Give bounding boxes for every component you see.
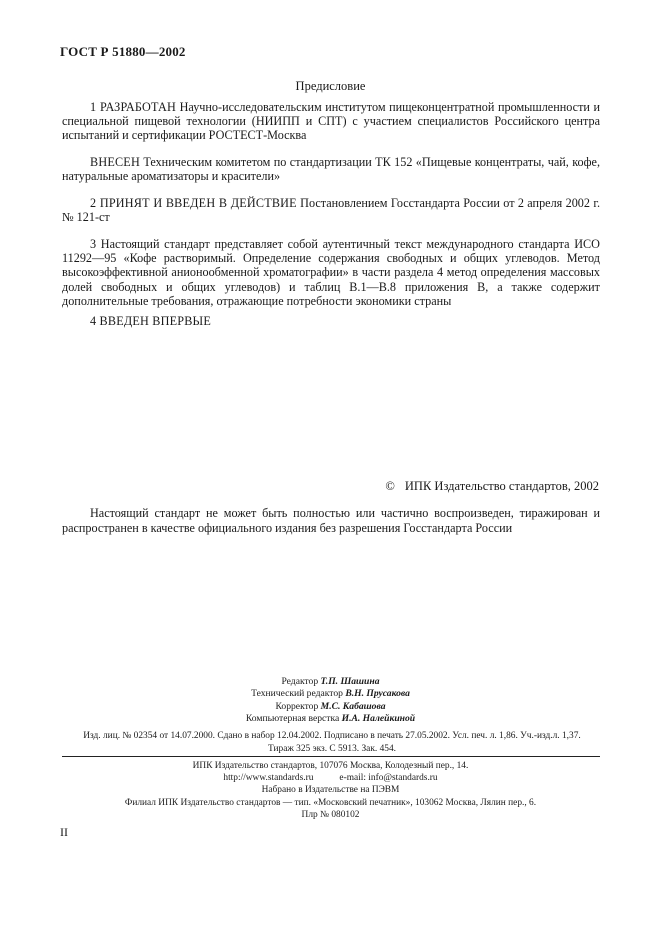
publisher-email: e-mail: info@standards.ru xyxy=(339,773,438,784)
reproduction-notice: Настоящий стандарт не может быть полностью или частично воспроизведен, тиражирован и распространен в качестве официального издания без разрешения Госстандарта России xyxy=(62,506,600,535)
credit-name: Т.П. Шашина xyxy=(320,676,380,687)
credit-role: Корректор xyxy=(275,700,321,712)
credit-role: Редактор xyxy=(281,676,321,687)
divider xyxy=(62,756,600,757)
credit-role: Технический редактор xyxy=(251,688,346,700)
editorial-credits xyxy=(0,676,661,726)
credit-tech-editor xyxy=(0,688,661,700)
publisher-contacts xyxy=(0,772,661,784)
preface-item-1 xyxy=(62,100,600,143)
credit-role: Компьютерная верстка xyxy=(245,713,342,725)
publisher-address: ИПК Издательство стандартов, 107076 Москва, Колодезный пер., 14. xyxy=(192,761,469,771)
imprint-line-1: Изд. лиц. № 02354 от 14.07.2000. Сдано в набор 12.04.2002. Подписано в печать 27.05.2002. Усл. печ. л. 1,86. Уч.-изд.л. 1,37. xyxy=(83,731,581,741)
item-2-lead: 2 ПРИНЯТ И ВВЕДЕН В ДЕЙСТВИЕ xyxy=(90,196,297,210)
publisher-printer: Филиал ИПК Издательство стандартов — тип. «Московский печатник», 103062 Москва, Лялин пер., 6. xyxy=(124,797,537,808)
item-1b-text: Техническим комитетом по стандартизации ТК 152 «Пищевые концентраты, чай, кофе, натуральные ароматизаторы и красители» xyxy=(62,155,600,184)
item-1-text: Научно-исследовательским институтом пищеконцентратной промышленности и специальной пищевой технологии (НИИПП и СПТ) с участием специалистов Российского центра испытаний и сертификации РОСТЕСТ-Москва xyxy=(62,100,600,143)
publisher-site: http://www.standards.ru xyxy=(223,773,314,784)
item-1b-lead: ВНЕСЕН xyxy=(90,155,140,169)
item-1-lead: 1 РАЗРАБОТАН xyxy=(90,100,177,114)
credit-name: М.С. Кабашова xyxy=(320,700,386,712)
standard-code: ГОСТ Р 51880—2002 xyxy=(60,44,186,59)
copyright-text: ИПК Издательство стандартов, 2002 xyxy=(404,479,599,493)
preface-item-4: 4 ВВЕДЕН ВПЕРВЫЕ xyxy=(90,314,212,328)
item-2-text: Постановлением Госстандарта России от 2 апреля 2002 г. № 121-ст xyxy=(62,196,600,225)
copyright-symbol: © xyxy=(385,479,395,493)
preface-title: Предисловие xyxy=(295,79,366,93)
publisher-license: Плр № 080102 xyxy=(301,809,360,820)
credit-name: В.Н. Прусакова xyxy=(345,688,410,700)
credit-corrector xyxy=(0,701,661,713)
imprint-block xyxy=(62,730,602,755)
page-number: II xyxy=(60,825,68,839)
preface-item-1b xyxy=(62,155,600,183)
preface-item-3: 3 Настоящий стандарт представляет собой аутентичный текст международного стандарта ИСО 11292—95 «Кофе растворимый. Определение содержания свободных и общих углеводов. Метод высокоэффективной анионообменной хроматографии» в части раздела 4 метод определения массовых долей свободных и общих углеводов) и таблиц В.1—В.8 приложения В, а также содержит дополнительные требования, отражающие потребности экономики страны xyxy=(62,237,600,308)
preface-item-2 xyxy=(62,196,600,224)
credit-editor xyxy=(0,676,661,688)
credit-name: И.А. Налейкиной xyxy=(341,713,416,725)
credit-layout xyxy=(0,713,661,725)
publisher-typeset: Набрано в Издательстве на ПЭВМ xyxy=(261,785,400,796)
imprint-line-2: Тираж 325 экз. С 5913. Зак. 454. xyxy=(268,743,396,754)
publisher-block xyxy=(0,760,661,821)
copyright-line xyxy=(385,479,599,494)
